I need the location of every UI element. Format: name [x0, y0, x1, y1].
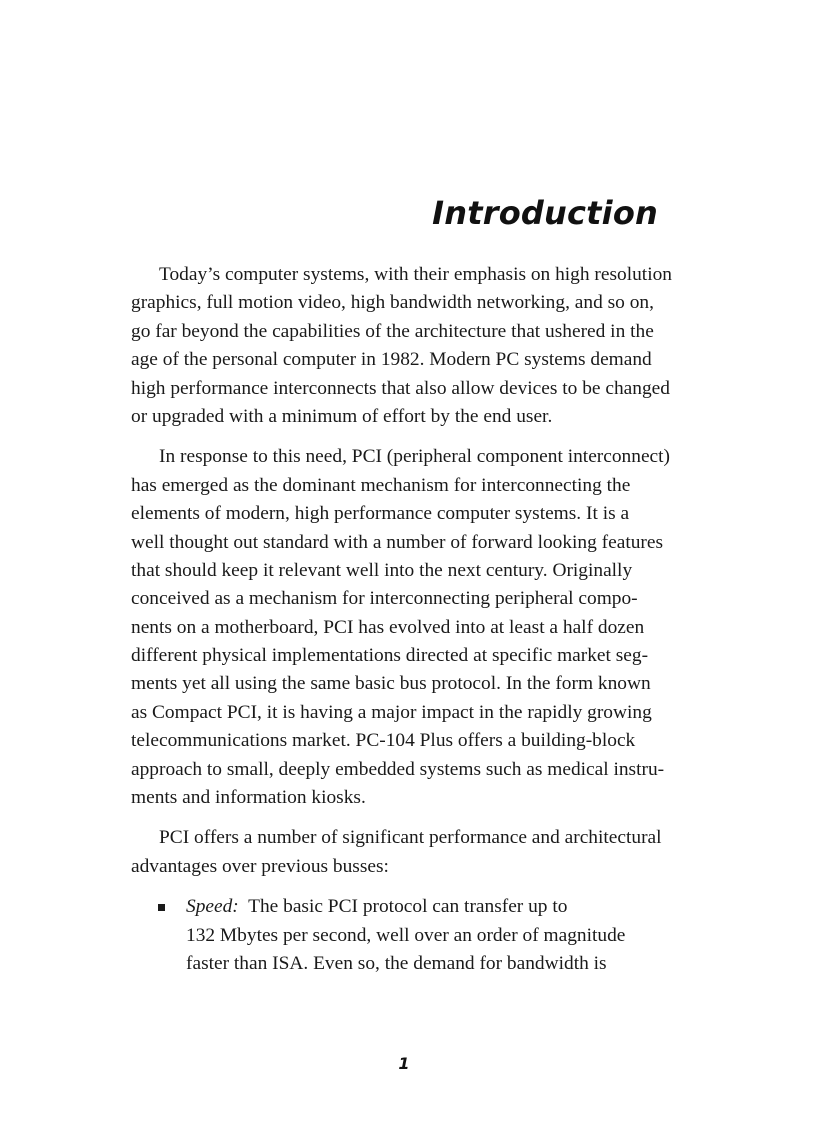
paragraph-3	[131, 824, 691, 881]
text-line: high performance interconnects that also allow devices to be changed	[131, 377, 670, 399]
paragraph-2	[131, 443, 691, 812]
text-line: as Compact PCI, it is having a major impact in the rapidly growing	[131, 701, 652, 723]
text-line: conceived as a mechanism for interconnecting peripheral compo-	[131, 588, 638, 610]
page-number: 1	[398, 1054, 410, 1073]
text-line: different physical implementations directed at specific market seg-	[131, 645, 649, 667]
text-line: elements of modern, high performance computer systems. It is a	[131, 503, 630, 525]
text-line: go far beyond the capabilities of the architecture that ushered in the	[131, 320, 654, 342]
text-line: Today’s computer systems, with their emphasis on high resolution	[159, 264, 672, 285]
text-line: advantages over previous busses:	[131, 855, 389, 877]
text-line: nents on a motherboard, PCI has evolved into at least a half dozen	[131, 616, 645, 638]
chapter-title: Introduction	[432, 194, 658, 232]
text-line: telecommunications market. PC-104 Plus offers a building-block	[131, 730, 636, 752]
text-line: graphics, full motion video, high bandwidth networking, and so on,	[131, 292, 654, 314]
text-line: or upgraded with a minimum of effort by the end user.	[131, 405, 553, 427]
text-line: has emerged as the dominant mechanism for interconnecting the	[131, 474, 631, 496]
text-line: that should keep it relevant well into the next century. Originally	[131, 559, 633, 581]
bullet-first-line	[186, 893, 691, 921]
bullet-text: The basic PCI protocol can transfer up to	[248, 896, 568, 918]
paragraph-1	[131, 261, 691, 431]
text-line: PCI offers a number of significant performance and architectural	[159, 827, 662, 849]
text-line: ments and information kiosks.	[131, 787, 366, 809]
text-line: faster than ISA. Even so, the demand for bandwidth is	[186, 952, 607, 974]
square-bullet-icon	[158, 904, 165, 911]
text-line: well thought out standard with a number of forward looking features	[131, 531, 664, 553]
text-line: ments yet all using the same basic bus protocol. In the form known	[131, 673, 651, 695]
bullet-item-speed	[131, 893, 691, 978]
bullet-term: Speed:	[186, 896, 239, 918]
body-text	[131, 261, 691, 978]
text-line: In response to this need, PCI (peripheral component interconnect)	[159, 446, 671, 468]
text-line: age of the personal computer in 1982. Modern PC systems demand	[131, 349, 652, 371]
text-line: 132 Mbytes per second, well over an order of magnitude	[186, 924, 626, 946]
text-line: approach to small, deeply embedded systems such as medical instru-	[131, 758, 665, 780]
